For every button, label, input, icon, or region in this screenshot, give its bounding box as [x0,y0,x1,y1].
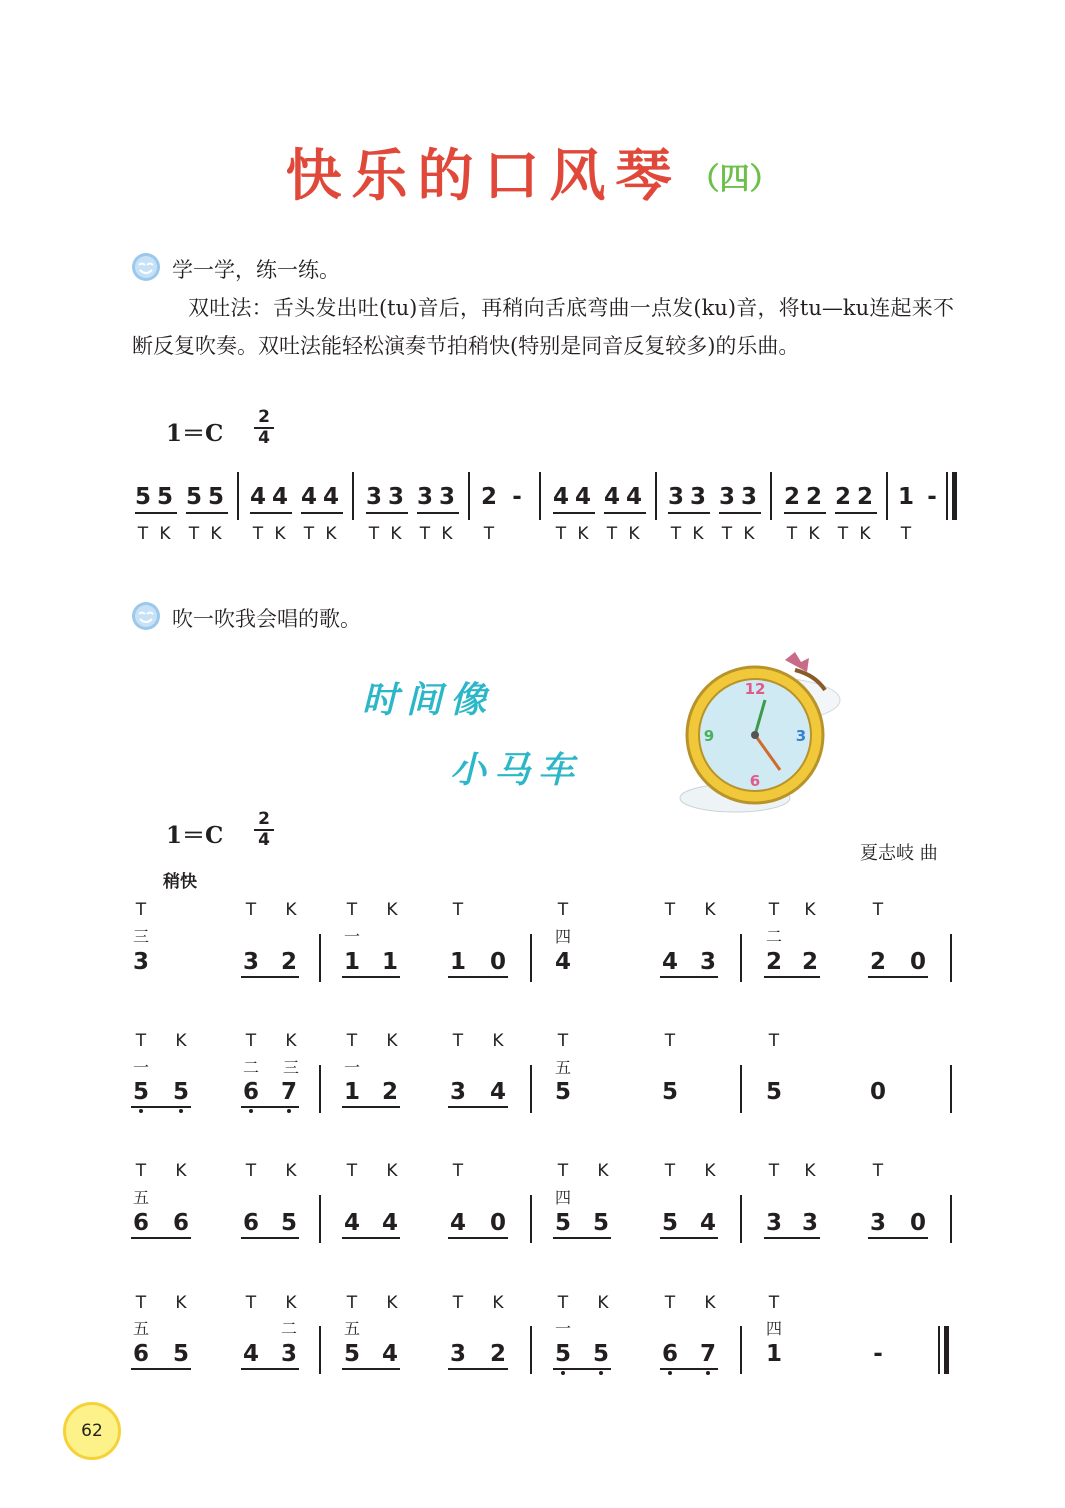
svg-text:9: 9 [703,727,715,745]
section1-heading: 学一学，练一练。 [172,258,340,282]
time-numerator: 2 [254,811,274,831]
page-number: 62 [63,1402,121,1460]
composer-credit: 夏志岐 曲 [860,843,938,864]
time-denominator: 4 [258,830,270,850]
svg-text:12: 12 [744,680,766,698]
time-numerator: 2 [254,409,274,429]
time-denominator: 4 [258,428,270,448]
title-main: 快乐的口风琴 [285,144,682,209]
song-title-line1: 时间像 [362,680,495,721]
song-score: T T K T K T T T K T K T 三 一 四 二 3 3 2 1 1 1 0 4 4 3 2 2 2 0 T K T K T K T K T T T 一 二 三 一 五 5 5 6 7 1 2 3 4 5 5 5 0 T K T K T K T T K T K T K T 五 四 6 6 6 5 4 4 4 0 5 5 5 4 3 3 3 0 T K T K T K T K T K T K T 五 二 五 一 四 6 5 4 3 5 4 3 2 5 5 6 7 1 - [0,0,1065,1400]
song-title-line2: 小马车 [450,750,583,791]
section2-heading: 吹一吹我会唱的歌。 [172,607,361,631]
title-sub: （四） [689,162,780,197]
svg-text:3: 3 [795,727,807,745]
svg-text:6: 6 [749,772,761,790]
double-tonguing-paragraph: 双吐法：舌头发出吐(tu)音后，再稍向舌底弯曲一点发(ku)音，将tu—ku连起来不断反复吹奏。双吐法能轻松演奏节拍稍快(特别是同音反复较多)的乐曲。 [132,296,954,358]
song-key: 1＝C [166,822,224,849]
exercise-staff: 5 5 5 5 4 4 4 4 3 3 3 3 2 - 4 4 4 4 3 3 3 3 2 2 2 2 1 - T K T K T K T K T K T K T T K T K T K T K T K T K T [0,0,1065,560]
exercise-key: 1＝C [166,420,224,447]
tempo-marking: 稍快 [163,872,197,892]
